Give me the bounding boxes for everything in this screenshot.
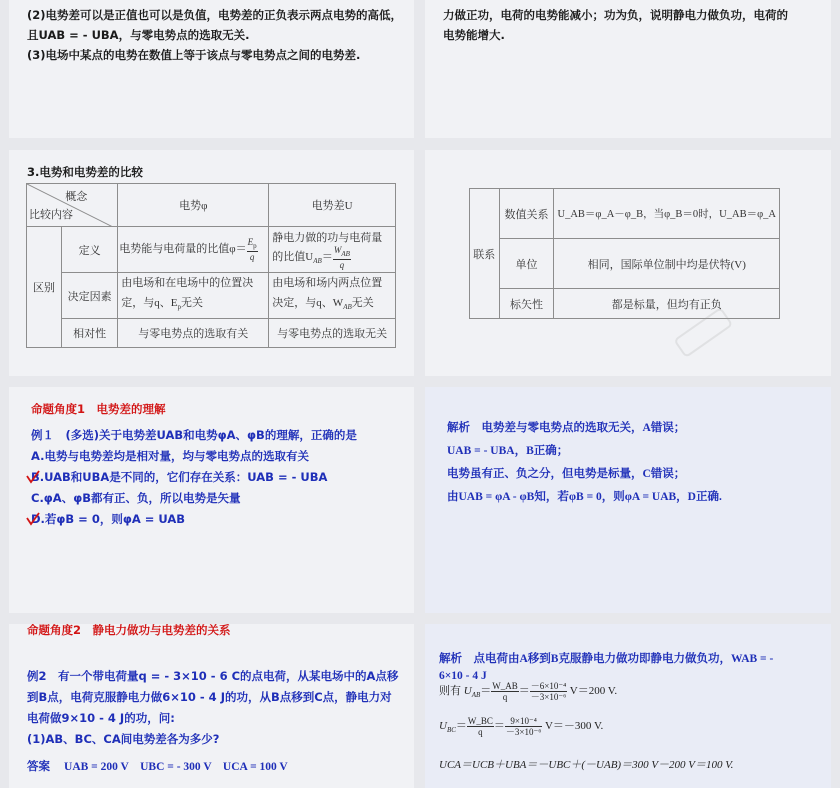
uab-frac1-den: q [502, 692, 508, 702]
panel-example-2 [9, 624, 414, 788]
angle-1-heading: 命题角度1 电势差的理解 [31, 402, 166, 416]
row-label-relativity: 相对性 [62, 319, 118, 348]
comparison-table-differences [26, 183, 396, 348]
panel-solution-1 [425, 387, 831, 613]
solution-2-uab-formula: 则有 $U_{AB}=$ $\frac{W\_AB}{q}$ ＝ $\frac{\text{－6×10⁻⁴}}{\text{－3×10⁻⁶}}$ V＝200 V. [439, 681, 618, 702]
answer-label: 答案 [27, 759, 50, 773]
cell-potential-definition [118, 227, 269, 273]
example-2-line4: (1)AB、BC、CA间电势差各为多少? [27, 732, 220, 746]
potential-definition-text: 电势能与电荷量的比值φ＝ [119, 243, 247, 256]
option-c: C.φA、φB都有正、负，所以电势是矢量 [31, 491, 241, 505]
cell-difference-definition: 静电力做的功与电荷量 的比值$U_{AB}=$ $\frac{W_{AB}}{q}$ [269, 227, 396, 273]
uab-formula-prefix: 则有 [439, 685, 461, 698]
solution-1-line3: 电势虽有正、负之分，但电势是标量，C错误； [447, 468, 686, 480]
fraction-ep-over-q: $\frac{E_p}{q}$ [247, 237, 257, 262]
example-2-line2: 到B点，电荷克服静电力做6×10 - 4 J的功，从B点移到C点，静电力对 [27, 690, 392, 704]
checkmark-d-icon [26, 512, 40, 526]
difference-factors-tail: 无关 [351, 297, 374, 310]
difference-factors-line2: 决定，与q、W [272, 297, 344, 310]
cell-potential-factors: 由电场和在电场中的位置决 定，与q、$E_p$无关 [118, 273, 269, 319]
answer-value: UAB = 200 V UBC = - 300 V UCA = 100 V [64, 761, 288, 773]
table-corner-cell [27, 184, 118, 227]
row-label-numeric: 数值关系 [499, 189, 554, 239]
ubc-frac2-num: 9×10⁻⁴ [505, 716, 542, 727]
uab-frac1-num: W_AB [492, 681, 518, 691]
panel-example-1 [9, 387, 414, 613]
solution-2-ubc-formula: $U_{BC}=$ $\frac{W\_BC}{q}$ ＝ $\frac{\text{9×10⁻⁴}}{\text{－3×10⁻⁶}}$ V＝－300 V. [439, 716, 604, 737]
row-label-unit: 单位 [499, 239, 554, 289]
answer-line [27, 758, 288, 774]
ubc-frac1-num: W_BC [467, 716, 493, 726]
example-2-line3: 电荷做9×10 - 4 J的功，问: [27, 711, 175, 725]
ubc-result: V＝－300 V. [544, 720, 604, 733]
cell-difference-factors: 由电场和场内两点位置 决定，与q、$W_{AB}$无关 [269, 273, 396, 319]
row-label-definition: 定义 [62, 227, 118, 273]
checkmark-b-icon [26, 470, 40, 484]
example-1-question: 例１ (多选)关于电势差UAB和电势φA、φB的理解，正确的是 [31, 428, 357, 442]
solution-2-line1: 解析 点电荷由A移到B克服静电力做功即静电力做负功，WAB = - [439, 653, 774, 665]
corner-bottom-label: 比较内容 [29, 209, 73, 221]
panel-connection-table [425, 150, 831, 376]
cell-potential-relativity: 与零电势点的选取有关 [118, 319, 269, 348]
note-work-line-2: 电势能增大. [443, 28, 505, 42]
potential-factors-tail: 无关 [181, 297, 204, 310]
panel-comparison-table [9, 150, 414, 376]
row-label-factors: 决定因素 [62, 273, 118, 319]
note-line-2: (2)电势差可以是正值也可以是负值，电势差的正负表示两点电势的高低， [27, 8, 403, 22]
cell-scalar: 都是标量，但均有正负 [554, 289, 780, 319]
corner-top-label: 概念 [65, 191, 88, 203]
ubc-fraction-2 [505, 716, 542, 737]
solution-2-uca-formula: UCA＝UCB＋UBA＝－UBC＋(－UAB)＝300 V－200 V＝100 V. [439, 759, 734, 771]
row-group-difference: 区别 [27, 227, 62, 348]
header-potential: 电势φ [118, 184, 269, 227]
solution-1-line2: UAB = - UBA，B正确； [447, 445, 569, 457]
cell-numeric-relation: U_AB＝φ_A－φ_B，当φ_B＝0时，U_AB＝φ_A [554, 189, 780, 239]
potential-factors-line2: 定，与q、E [121, 297, 178, 310]
uab-fraction-2 [530, 681, 567, 702]
note-line-2b: 且UAB = - UBA，与零电势点的选取无关. [27, 28, 250, 42]
potential-factors-line1: 由电场和在电场中的位置决 [121, 277, 254, 290]
note-line-3: (3)电场中某点的电势在数值上等于该点与零电势点之间的电势差. [27, 48, 361, 62]
cell-difference-relativity: 与零电势点的选取无关 [269, 319, 396, 348]
example-2-line1: 例2 有一个带电荷量q = - 3×10 - 6 C的点电荷，从某电场中的A点移 [27, 669, 399, 683]
option-a: A.电势与电势差均是相对量，均与零电势点的选取有关 [31, 449, 309, 463]
solution-1-line1: 解析 电势差与零电势点的选取无关，A错误； [447, 422, 686, 434]
row-label-scalar: 标矢性 [499, 289, 554, 319]
ubc-frac1-den: q [478, 727, 483, 737]
header-potential-difference: 电势差U [269, 184, 396, 227]
panel-work-energy-notes [425, 0, 831, 138]
uab-fraction-1 [491, 681, 519, 702]
uab-equals: ＝ [518, 685, 530, 698]
fraction-wab-over-q: $\frac{W_{AB}}{q}$ [333, 245, 350, 270]
uab-frac2-den: －3×10⁻⁶ [530, 692, 567, 702]
option-d: D.若φB = 0，则φA = UAB [31, 512, 186, 526]
difference-definition-line1: 静电力做的功与电荷量 [272, 232, 383, 245]
uab-result: V＝200 V. [569, 685, 618, 698]
solution-1-line4: 由UAB = φA - φB知，若φB = 0，则φA = UAB，D正确. [447, 491, 722, 503]
uab-frac2-num: －6×10⁻⁴ [530, 681, 567, 691]
panel-solution-2 [425, 624, 831, 788]
panel-potential-difference-notes [9, 0, 414, 138]
row-group-connection: 联系 [470, 189, 500, 319]
section-heading: 3.电势和电势差的比较 [27, 165, 143, 179]
angle-2-heading: 命题角度2 静电力做功与电势差的关系 [27, 624, 231, 637]
option-b: B.UAB和UBA是不同的，它们存在关系：UAB = - UBA [31, 470, 328, 484]
ubc-fraction-1 [467, 716, 494, 737]
comparison-table-connection [469, 188, 780, 319]
note-work-line-1: 力做正功，电荷的电势能减小；功为负，说明静电力做负功，电荷的 [443, 8, 788, 22]
solution-2-line2: 6×10 - 4 J [439, 670, 487, 682]
difference-definition-line2: 的比值U [272, 251, 314, 264]
ubc-frac2-den: －3×10⁻⁶ [505, 727, 542, 737]
difference-factors-line1: 由电场和场内两点位置 [272, 277, 383, 290]
cell-unit: 相同，国际单位制中均是伏特(V) [554, 239, 780, 289]
